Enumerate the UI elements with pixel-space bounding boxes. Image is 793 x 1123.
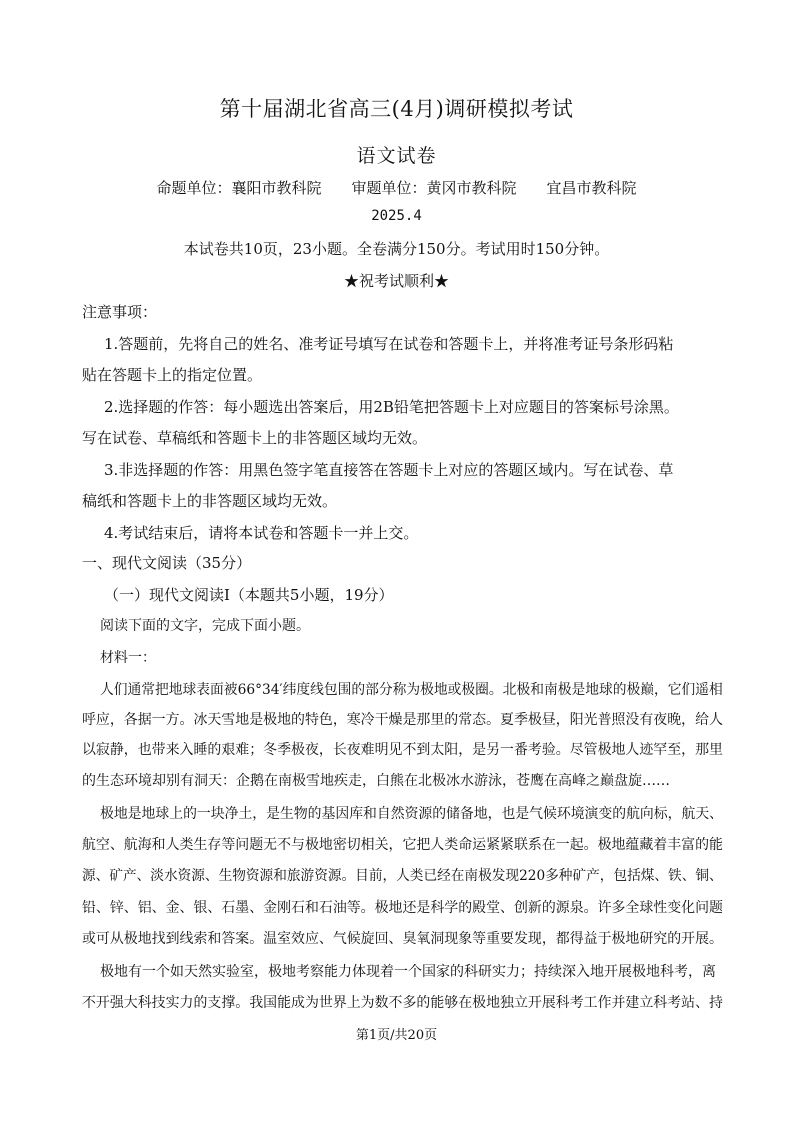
page-number: 第1页/共20页 xyxy=(355,1028,438,1043)
section-subtitle: （一）现代文阅读Ⅰ（本题共5小题，19分） xyxy=(104,586,394,604)
notice-item-3-line-1: 3.非选择题的作答：用黑色签字笔直接答在答题卡上对应的答题区域内。写在试卷、草 xyxy=(104,461,674,479)
para-2-line-2: 航空、航海和人类生存等问题无不与极地密切相关，它把人类命运紧紧联系在一起。极地蕴藏着丰富的能 xyxy=(82,837,723,853)
unit-proposer: 命题单位：襄阳市教科院 xyxy=(156,179,322,197)
notice-item-2-line-2: 写在试卷、草稿纸和答题卡上的非答题区域均无效。 xyxy=(82,429,428,447)
notice-item-3-line-2: 稿纸和答题卡上的非答题区域均无效。 xyxy=(82,492,338,510)
notice-item-2-line-1: 2.选择题的作答：每小题选出答案后，用2B铅笔把答题卡上对应题目的答案标号涂黑。 xyxy=(104,398,679,416)
para-1-line-3: 以寂静，也带来入睡的艰难；冬季极夜，长夜难明见不到太阳，是另一番考验。尽管极地人迹罕至，那里 xyxy=(82,742,723,758)
exam-info: 本试卷共10页，23小题。全卷满分150分。考试用时150分钟。 xyxy=(183,240,610,258)
exam-subtitle: 语文试卷 xyxy=(356,145,437,167)
unit-reviewer: 审题单位：黄冈市教科院 xyxy=(351,179,517,197)
exam-title: 第十届湖北省高三(4月)调研模拟考试 xyxy=(219,97,574,121)
para-2-line-4: 铅、锌、铝、金、银、石墨、金刚石和石油等。极地还是科学的殿堂、创新的源泉。许多全球性变化问题 xyxy=(82,900,723,916)
para-1-line-2: 呼应，各据一方。冰天雪地是极地的特色，寒冷干燥是那里的常态。夏季极昼，阳光普照没有夜晚，给人 xyxy=(82,712,723,728)
notice-heading: 注意事项： xyxy=(82,303,158,321)
para-2-line-1: 极地是地球上的一块净土，是生物的基因库和自然资源的储备地，也是气候环境演变的航向标，航天、 xyxy=(100,806,724,822)
notice-item-1-line-2: 贴在答题卡上的指定位置。 xyxy=(82,366,263,384)
para-3-line-2: 不开强大科技实力的支撑。我国能成为世界上为数不多的能够在极地独立开展科考工作并建立科考站、持 xyxy=(82,995,723,1011)
material-label: 材料一： xyxy=(100,650,156,666)
notice-item-4-line-1: 4.考试结束后，请将本试卷和答题卡一并上交。 xyxy=(104,524,419,542)
exam-units xyxy=(0,177,793,198)
unit-reviewer-2: 宜昌市教科院 xyxy=(546,179,637,197)
para-1-line-4: 的生态环境却别有洞天：企鹅在南极雪地疾走，白熊在北极冰水游泳，苍鹰在高峰之巅盘旋…… xyxy=(82,773,670,789)
section-title: 一、现代文阅读（35分） xyxy=(82,554,252,572)
exam-date: 2025.4 xyxy=(371,208,422,224)
para-3-line-1: 极地有一个如天然实验室，极地考察能力体现着一个国家的科研实力；持续深入地开展极地科考，离 xyxy=(100,964,716,980)
notice-item-1-line-1: 1.答题前，先将自己的姓名、准考证号填写在试卷和答题卡上，并将准考证号条形码粘 xyxy=(104,335,674,353)
para-2-line-5: 或可从极地找到线索和答案。温室效应、气候旋回、臭氧洞现象等重要发现，都得益于极地研究的开展。 xyxy=(82,931,723,947)
section-instruction: 阅读下面的文字，完成下面小题。 xyxy=(100,618,310,634)
para-1-line-1: 人们通常把地球表面被66°34′纬度线包围的部分称为极地或极圈。北极和南极是地球的极巅，它们遥相 xyxy=(100,682,723,698)
exam-wish: ★祝考试顺利★ xyxy=(343,272,449,290)
para-2-line-3: 源、矿产、淡水资源、生物资源和旅游资源。目前，人类已经在南极发现220多种矿产，包括煤、铁、铜、 xyxy=(82,868,723,884)
